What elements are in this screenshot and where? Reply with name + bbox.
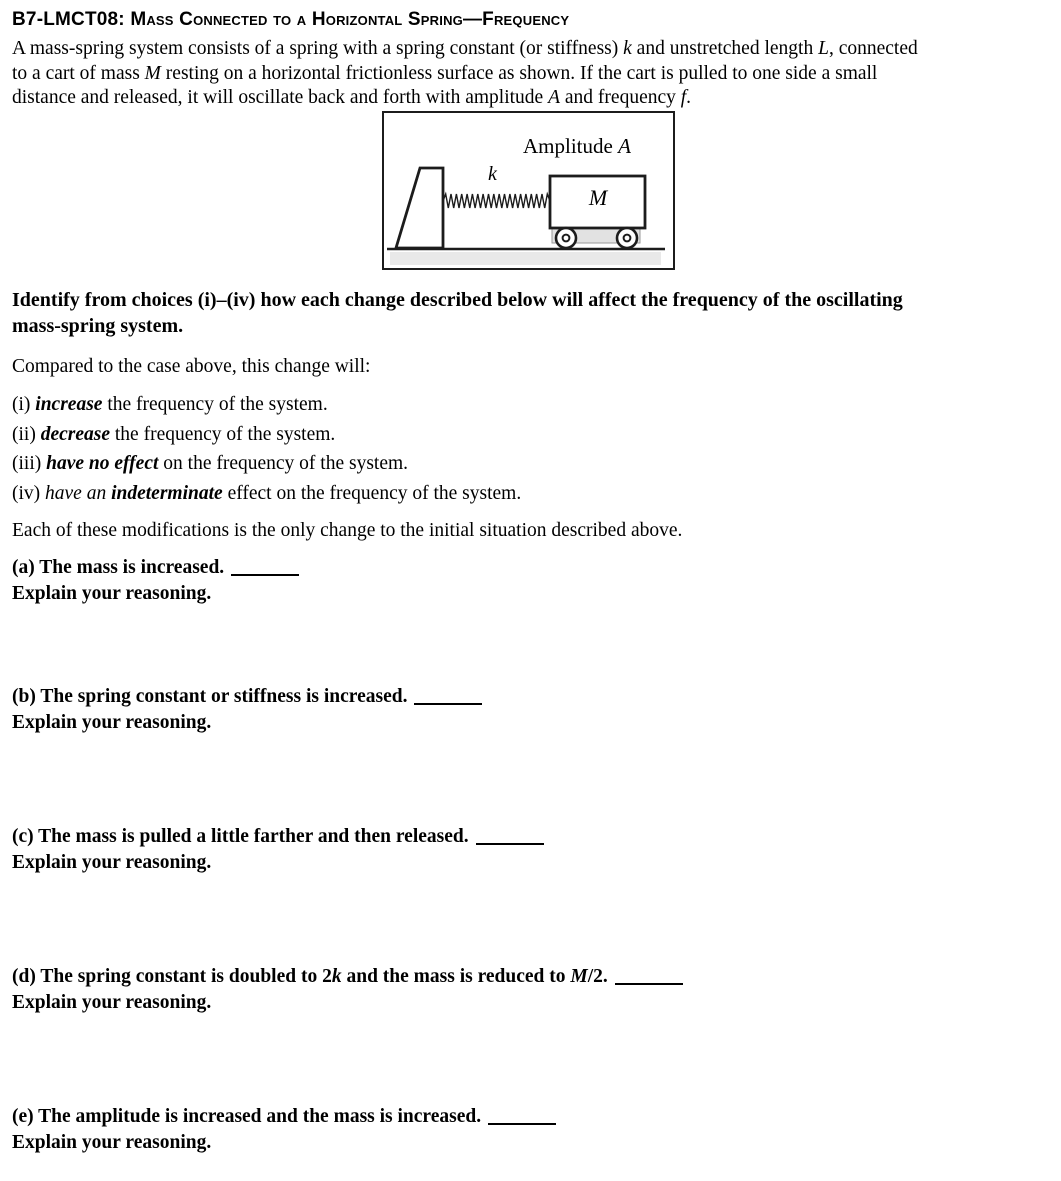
right-wheel-hub [624,235,631,242]
intro-paragraph: A mass-spring system consists of a spring with a spring constant (or stiffness) k and unstretched length L, connected to a cart of mass M resting on a horizontal frictionless surface as shown. If the cart is pulled to one side a small distance and released, it will oscillate back and forth with amplitude A and frequency f. [12,38,918,109]
compared-line: Compared to the case above, this change will: [12,356,371,378]
choice-ii: (ii) decrease the frequency of the system. [12,423,336,445]
spring-cart-figure [382,111,675,270]
answer-blank-c [476,833,544,845]
choice-iii: (iii) have no effect on the frequency of the system. [12,453,409,475]
choice-iv: (iv) have an indeterminate effect on the frequency of the system. [12,482,522,504]
question-d-line [12,964,1047,990]
question-d [12,964,1047,1016]
question-a-text: (a) The mass is increased. [12,557,225,579]
questions-section [12,555,1047,1156]
question-b-line [12,684,1047,710]
question-c-line [12,824,1047,850]
question-a [12,555,1047,607]
question-b [12,684,1047,736]
question-a-explain: Explain your reasoning. [12,583,212,605]
question-d-explain: Explain your reasoning. [12,992,212,1014]
question-c-text: (c) The mass is pulled a little farther and then released. [12,826,469,848]
question-e-text: (e) The amplitude is increased and the mass is increased. [12,1106,482,1128]
instruction-prompt: Identify from choices (i)–(iv) how each change described below will affect the frequency of the oscillating mass-spring system. [12,289,903,338]
question-b-text: (b) The spring constant or stiffness is increased. [12,686,408,708]
left-wheel-hub [563,235,570,242]
question-e-explain: Explain your reasoning. [12,1132,212,1154]
question-c [12,824,1047,876]
question-a-line [12,555,1047,581]
spring-coil [443,194,550,208]
question-e [12,1104,1047,1156]
mass-label: M [588,185,608,211]
spring-constant-label: k [488,163,497,186]
ground-shadow [390,252,661,265]
amplitude-label: Amplitude A [523,134,631,159]
answer-blank-b [414,693,482,705]
question-d-text: (d) The spring constant is doubled to 2k and the mass is reduced to M/2. [12,966,608,988]
page-title: B7-LMCT08: Mass Connected to a Horizontal Spring—Frequency [12,9,570,30]
question-c-explain: Explain your reasoning. [12,852,212,874]
choices-list [12,390,1047,508]
question-b-explain: Explain your reasoning. [12,712,212,734]
answer-blank-a [231,564,299,576]
answer-blank-e [488,1113,556,1125]
modifications-note: Each of these modifications is the only change to the initial situation described above. [12,520,683,542]
question-e-line [12,1104,1047,1130]
wall-support [396,168,443,248]
answer-blank-d [615,973,683,985]
choice-i: (i) increase the frequency of the system. [12,394,328,416]
